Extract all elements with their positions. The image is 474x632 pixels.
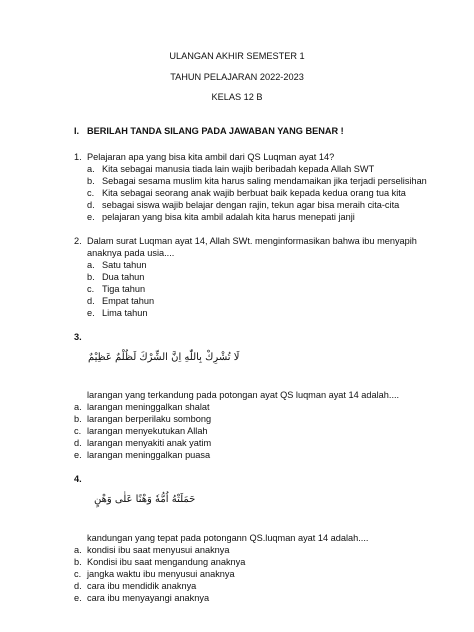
- q1-option-c-letter: c.: [87, 188, 95, 198]
- section-title: BERILAH TANDA SILANG PADA JAWABAN YANG BENAR !: [87, 126, 344, 136]
- q4-option-a-letter: a.: [74, 545, 82, 555]
- question-1-text: Pelajaran apa yang bisa kita ambil dari QS Luqman ayat 14?: [87, 152, 335, 162]
- question-1-number: 1.: [74, 152, 82, 162]
- q1-option-b-text: Sebagai sesama muslim kita harus saling mendamaikan jika terjadi perselisihan: [102, 176, 427, 186]
- q3-option-c-text: larangan menyekutukan Allah: [87, 426, 208, 436]
- q2-option-b-letter: b.: [87, 272, 95, 282]
- q4-option-b-text: Kondisi ibu saat mengandung anaknya: [87, 557, 246, 567]
- q2-option-e-letter: e.: [87, 308, 95, 318]
- header-class: KELAS 12 B: [211, 92, 263, 102]
- q1-option-d-letter: d.: [87, 200, 95, 210]
- question-2-text-line2: anaknya pada usia....: [87, 248, 175, 258]
- q1-option-a-text: Kita sebagai manusia tiada lain wajib beribadah kepada Allah SWT: [102, 164, 375, 174]
- q2-option-a-text: Satu tahun: [102, 260, 147, 270]
- section-number: I.: [74, 126, 80, 136]
- question-3-arabic-verse: لَا تُشْرِكْ بِاللّٰهِ اِنَّ الشِّرْكَ لَظُلْمٌ عَظِيْمٌ: [88, 352, 240, 363]
- q2-option-d-text: Empat tahun: [102, 296, 155, 306]
- q2-option-a-letter: a.: [87, 260, 95, 270]
- q2-option-b-text: Dua tahun: [102, 272, 145, 282]
- q3-option-a-letter: a.: [74, 402, 82, 412]
- q2-option-c-letter: c.: [87, 284, 95, 294]
- q3-option-b-letter: b.: [74, 414, 82, 424]
- q3-option-b-text: larangan berperilaku sombong: [87, 414, 212, 424]
- q2-option-e-text: Lima tahun: [102, 308, 148, 318]
- q4-option-e-text: cara ibu menyayangi anaknya: [87, 593, 210, 603]
- q3-option-d-text: larangan menyakiti anak yatim: [87, 438, 212, 448]
- q2-option-d-letter: d.: [87, 296, 95, 306]
- q4-option-e-letter: e.: [74, 593, 82, 603]
- q1-option-e-letter: e.: [87, 212, 95, 222]
- question-2-text-line1: Dalam surat Luqman ayat 14, Allah SWt. menginformasikan bahwa ibu menyapih: [87, 236, 417, 246]
- header-year: TAHUN PELAJARAN 2022-2023: [170, 72, 304, 82]
- question-3-number: 3.: [74, 332, 82, 342]
- question-4-number: 4.: [74, 474, 82, 484]
- q4-option-b-letter: b.: [74, 557, 82, 567]
- q1-option-e-text: pelajaran yang bisa kita ambil adalah kita harus menepati janji: [102, 212, 355, 222]
- q1-option-b-letter: b.: [87, 176, 95, 186]
- header-title: ULANGAN AKHIR SEMESTER 1: [169, 51, 305, 61]
- q3-option-c-letter: c.: [74, 426, 82, 436]
- q1-option-d-text: sebagai siswa wajib belajar dengan rajin, tekun agar bisa meraih cita-cita: [102, 200, 400, 210]
- q3-option-e-letter: e.: [74, 450, 82, 460]
- q4-option-c-letter: c.: [74, 569, 82, 579]
- question-4-text: kandungan yang tepat pada potongann QS.luqman ayat 14 adalah....: [87, 533, 369, 543]
- q4-option-d-letter: d.: [74, 581, 82, 591]
- question-2-number: 2.: [74, 236, 82, 246]
- q1-option-a-letter: a.: [87, 164, 95, 174]
- question-3-text: larangan yang terkandung pada potongan ayat QS luqman ayat 14 adalah....: [87, 390, 400, 400]
- q1-option-c-text: Kita sebagai seorang anak wajib berbuat baik kepada kedua orang tua kita: [102, 188, 406, 198]
- q4-option-d-text: cara ibu mendidik anaknya: [87, 581, 197, 591]
- q3-option-d-letter: d.: [74, 438, 82, 448]
- q4-option-a-text: kondisi ibu saat menyusui anaknya: [87, 545, 230, 555]
- q2-option-c-text: Tiga tahun: [102, 284, 146, 294]
- q4-option-c-text: jangka waktu ibu menyusui anaknya: [87, 569, 235, 579]
- question-4-arabic-verse: حَمَلَتْهُ اُمُّهٗ وَهْنًا عَلٰى وَهْنٍ: [94, 494, 196, 505]
- q3-option-a-text: larangan meninggalkan shalat: [87, 402, 210, 412]
- q3-option-e-text: larangan meninggalkan puasa: [87, 450, 211, 460]
